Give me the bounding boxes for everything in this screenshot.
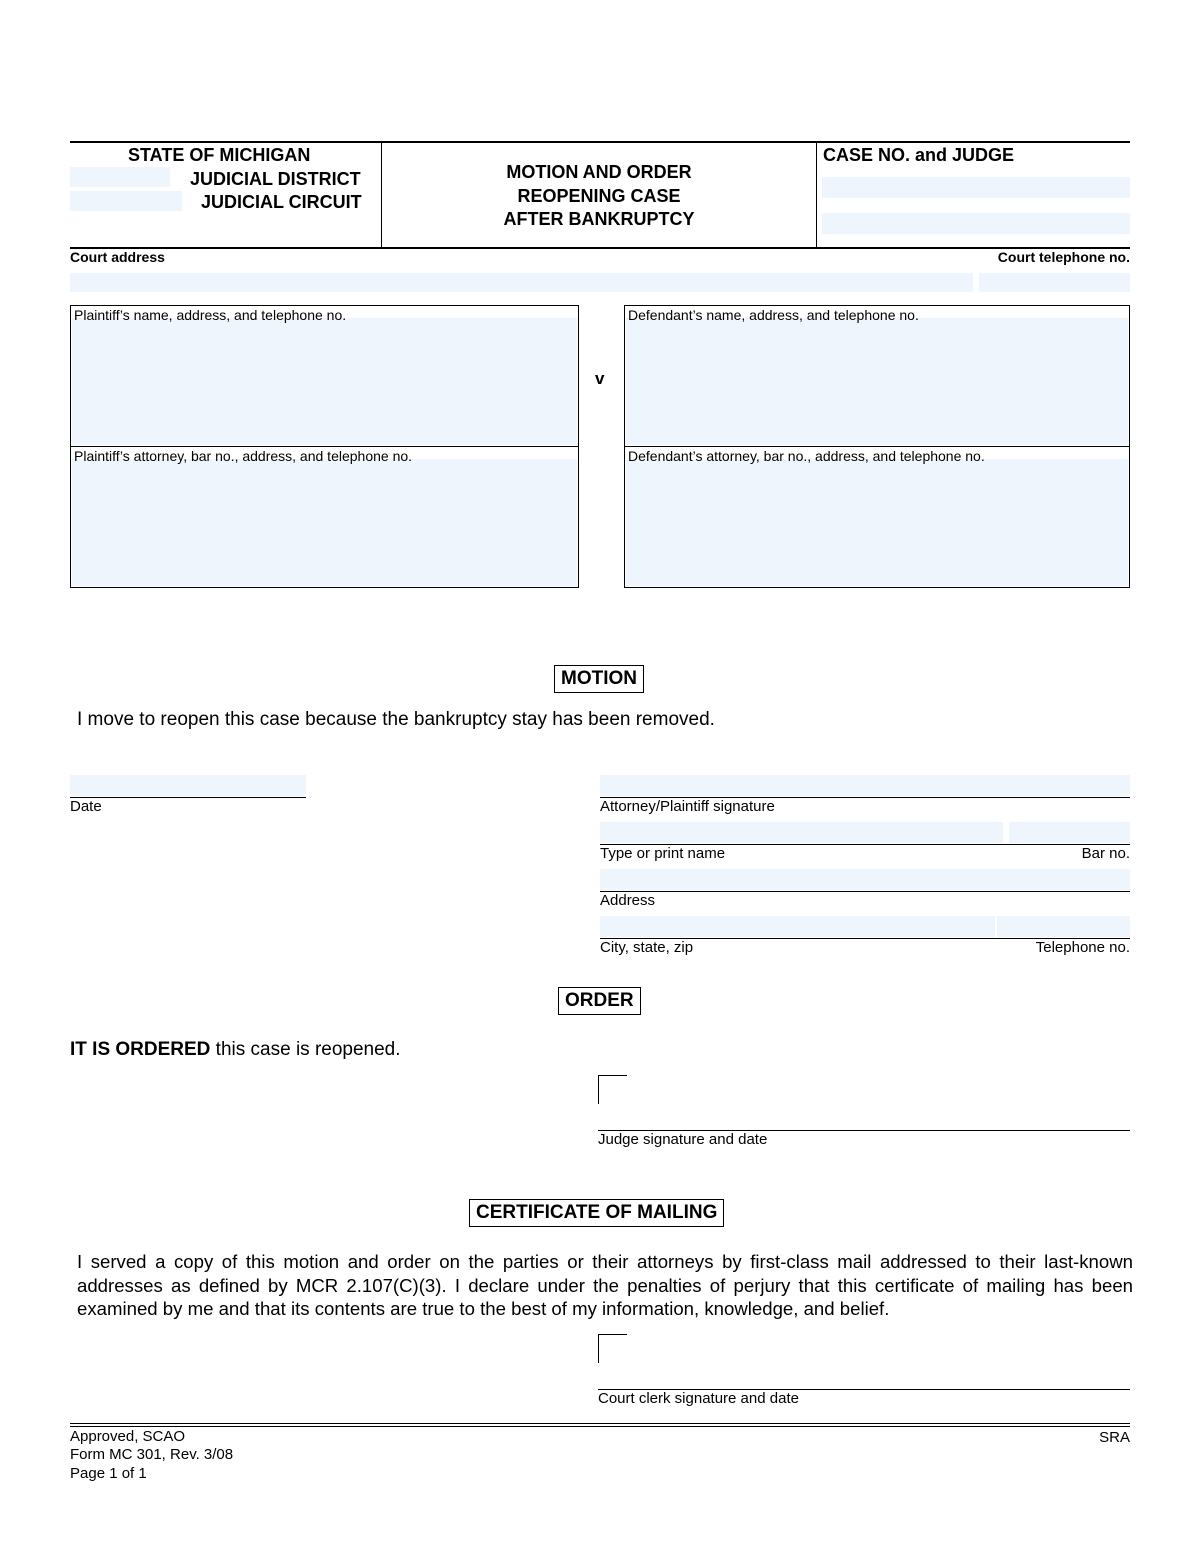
form-number-label: Form MC 301, Rev. 3/08 bbox=[70, 1446, 234, 1463]
address-rule bbox=[600, 891, 1130, 892]
order-text bbox=[70, 1038, 401, 1062]
footer-rule-top bbox=[70, 1423, 1130, 1424]
case-number-field[interactable] bbox=[822, 177, 1130, 198]
court-phone-label: Court telephone no. bbox=[997, 249, 1130, 265]
print-name-label: Type or print name bbox=[600, 845, 726, 862]
form-title-line1: MOTION AND ORDER bbox=[506, 162, 692, 182]
motion-text: I move to reopen this case because the bankruptcy stay has been removed. bbox=[77, 709, 715, 730]
form-title-line3: AFTER BANKRUPTCY bbox=[503, 209, 695, 229]
clerk-signature-label: Court clerk signature and date bbox=[598, 1390, 799, 1407]
address-label: Address bbox=[600, 892, 656, 909]
plaintiff-box-divider bbox=[70, 446, 579, 447]
print-name-field[interactable] bbox=[600, 822, 1003, 843]
motion-heading: MOTION bbox=[554, 665, 644, 693]
plaintiff-attorney-field[interactable] bbox=[72, 459, 577, 586]
form-code-label: SRA bbox=[1099, 1429, 1130, 1446]
case-no-label: CASE NO. and JUDGE bbox=[823, 145, 1015, 165]
district-field[interactable] bbox=[70, 167, 170, 187]
circuit-field[interactable] bbox=[70, 191, 182, 211]
order-text-bold: IT IS ORDERED bbox=[70, 1039, 211, 1060]
date-rule bbox=[70, 797, 306, 798]
header-bottom-rule bbox=[70, 247, 1130, 249]
judge-field[interactable] bbox=[822, 213, 1130, 234]
defendant-attorney-label: Defendant’s attorney, bar no., address, and telephone no. bbox=[628, 448, 985, 464]
city-state-zip-field[interactable] bbox=[600, 916, 995, 937]
form-title bbox=[382, 161, 816, 232]
versus-label: v bbox=[595, 369, 605, 388]
page-number-label: Page 1 of 1 bbox=[70, 1465, 147, 1482]
city-state-zip-label: City, state, zip bbox=[600, 939, 694, 956]
court-address-label: Court address bbox=[70, 249, 165, 265]
circuit-label: JUDICIAL CIRCUIT bbox=[201, 192, 362, 212]
clerk-signature-corner[interactable] bbox=[598, 1334, 627, 1363]
certificate-text: I served a copy of this motion and order on the parties or their attorneys by first-class mail addressed to their last-known addresses as defined by MCR 2.107(C)(3). I declare under the penalties of perjury that this certificate of mailing has been examined by me and that its contents are true to the best of my information, knowledge, and belief. bbox=[77, 1251, 1133, 1319]
certificate-heading: CERTIFICATE OF MAILING bbox=[469, 1199, 724, 1227]
date-label: Date bbox=[70, 798, 102, 815]
approved-label: Approved, SCAO bbox=[70, 1428, 186, 1445]
plaintiff-attorney-label: Plaintiff’s attorney, bar no., address, and telephone no. bbox=[74, 448, 413, 464]
plaintiff-label: Plaintiff’s name, address, and telephone no. bbox=[74, 307, 347, 323]
plaintiff-field[interactable] bbox=[72, 318, 577, 445]
date-field[interactable] bbox=[70, 775, 306, 796]
court-address-field[interactable] bbox=[70, 273, 973, 292]
order-text-rest: this case is reopened. bbox=[210, 1039, 401, 1060]
defendant-box-divider bbox=[624, 446, 1130, 447]
defendant-field[interactable] bbox=[626, 318, 1128, 445]
signature-label: Attorney/Plaintiff signature bbox=[600, 798, 775, 815]
bar-number-field[interactable] bbox=[1009, 822, 1130, 843]
court-phone-field[interactable] bbox=[979, 273, 1130, 292]
judge-signature-label: Judge signature and date bbox=[598, 1131, 768, 1148]
telephone-label: Telephone no. bbox=[1035, 939, 1130, 956]
state-label: STATE OF MICHIGAN bbox=[128, 145, 311, 165]
order-heading: ORDER bbox=[558, 987, 641, 1015]
telephone-field[interactable] bbox=[997, 916, 1130, 937]
defendant-attorney-field[interactable] bbox=[626, 459, 1128, 586]
bar-number-label: Bar no. bbox=[1081, 845, 1130, 862]
signature-field[interactable] bbox=[600, 775, 1130, 796]
judge-signature-corner[interactable] bbox=[598, 1075, 627, 1104]
footer-rule-bottom bbox=[70, 1426, 1130, 1427]
header-top-rule bbox=[70, 141, 1130, 143]
address-field[interactable] bbox=[600, 869, 1130, 890]
district-label: JUDICIAL DISTRICT bbox=[190, 169, 361, 189]
form-title-line2: REOPENING CASE bbox=[517, 185, 681, 206]
defendant-label: Defendant’s name, address, and telephone no. bbox=[628, 307, 919, 323]
header-divider-right bbox=[816, 142, 817, 248]
